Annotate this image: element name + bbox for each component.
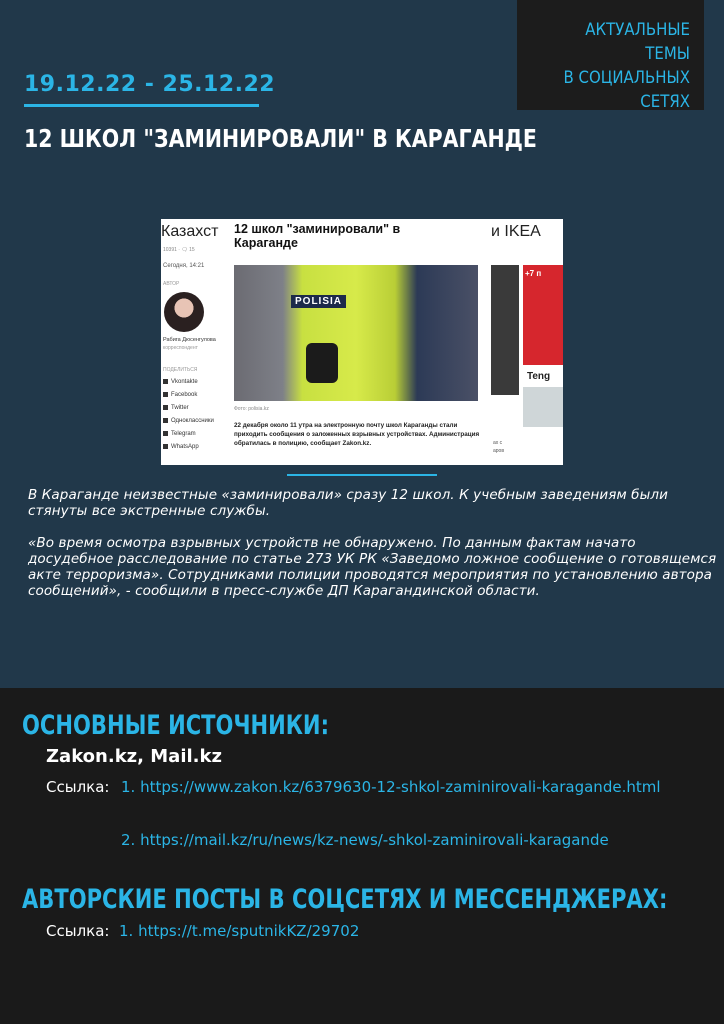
site-name-left: Казахст (161, 223, 219, 240)
divider (287, 474, 437, 476)
share-twitter: Twitter (163, 405, 189, 411)
share-facebook: Facebook (163, 392, 197, 398)
body-camera (306, 343, 338, 383)
side-title: Teng (527, 371, 551, 382)
share-telegram: Telegram (163, 431, 196, 437)
article-photo (234, 265, 478, 401)
page-title: 12 ШКОЛ "ЗАМИНИРОВАЛИ" В КАРАГАНДЕ (24, 124, 537, 153)
site-name-right: и IKEA (491, 223, 541, 240)
paragraph-quote: «Во время осмотра взрывных устройств не обнаружено. По данным фактам начато досудебное расследование по статье 273 УК РК «Заведомо ложное сообщение о готовящемся акте терроризма». Сотрудниками полиции проводятся мероприятия по установлению автора сообщений», - сообщили в пресс-службе ДП Карагандинской области. (28, 535, 717, 599)
author-name: Рабига Дюсенгулова (163, 337, 216, 343)
side-text: ах с аров (493, 440, 504, 454)
photo-caption: Фото: polisia.kz (234, 406, 269, 412)
polisia-patch: POLISIA (291, 295, 346, 308)
source-link-1[interactable]: 1. https://www.zakon.kz/6379630-12-shkol-zaminirovali-karagande.html (121, 778, 661, 796)
source-names: Zakon.kz, Mail.kz (46, 746, 222, 767)
ad-text: +7 п (525, 269, 542, 278)
sources-heading: ОСНОВНЫЕ ИСТОЧНИКИ: (22, 710, 329, 741)
source-link-2[interactable]: 2. https://mail.kz/ru/news/kz-news/-shkol-zaminirovali-karagande (121, 831, 609, 849)
avatar (164, 292, 204, 332)
share-whatsapp: WhatsApp (163, 444, 199, 450)
article-title: 12 школ "заминировали" в Караганде (234, 222, 420, 250)
author-link-label: Ссылка: (46, 922, 110, 940)
topic-badge (517, 0, 704, 110)
side-ad-image (491, 265, 519, 395)
badge-line-2: В СОЦИАЛЬНЫХ (563, 68, 690, 88)
side-ad-banner (523, 265, 563, 365)
badge-line-1: АКТУАЛЬНЫЕ ТЕМЫ (585, 20, 690, 64)
share-label: ПОДЕЛИТЬСЯ (163, 367, 198, 373)
article-date: Сегодня, 14:21 (163, 263, 205, 269)
share-vkontakte: Vkontakte (163, 379, 198, 385)
author-label: АВТОР (163, 281, 180, 287)
author-post-link-1[interactable]: 1. https://t.me/sputnikKZ/29702 (119, 922, 360, 940)
date-range: 19.12.22 - 25.12.22 (24, 72, 276, 97)
article-lead: 22 декабря около 11 утра на электронную почту школ Караганды стали приходить сообщения о заложенных взрывных устройствах. Администрация обратилась в полицию, сообщает Zakon.kz. (234, 422, 480, 447)
author-role: корреспондент (163, 345, 198, 351)
date-underline (24, 104, 259, 107)
article-meta: 10391 · 🗨 15 (163, 247, 195, 253)
side-image (523, 387, 563, 427)
paragraph-intro: В Караганде неизвестные «заминировали» сразу 12 школ. К учебным заведениям были стянуты все экстренные службы. (28, 487, 668, 519)
article-screenshot (161, 219, 563, 465)
share-odnoklassniki: Одноклассники (163, 418, 214, 424)
link-label: Ссылка: (46, 778, 110, 796)
author-posts-heading: АВТОРСКИЕ ПОСТЫ В СОЦСЕТЯХ И МЕССЕНДЖЕРАХ: (22, 884, 668, 915)
badge-line-3: СЕТЯХ (640, 92, 690, 112)
